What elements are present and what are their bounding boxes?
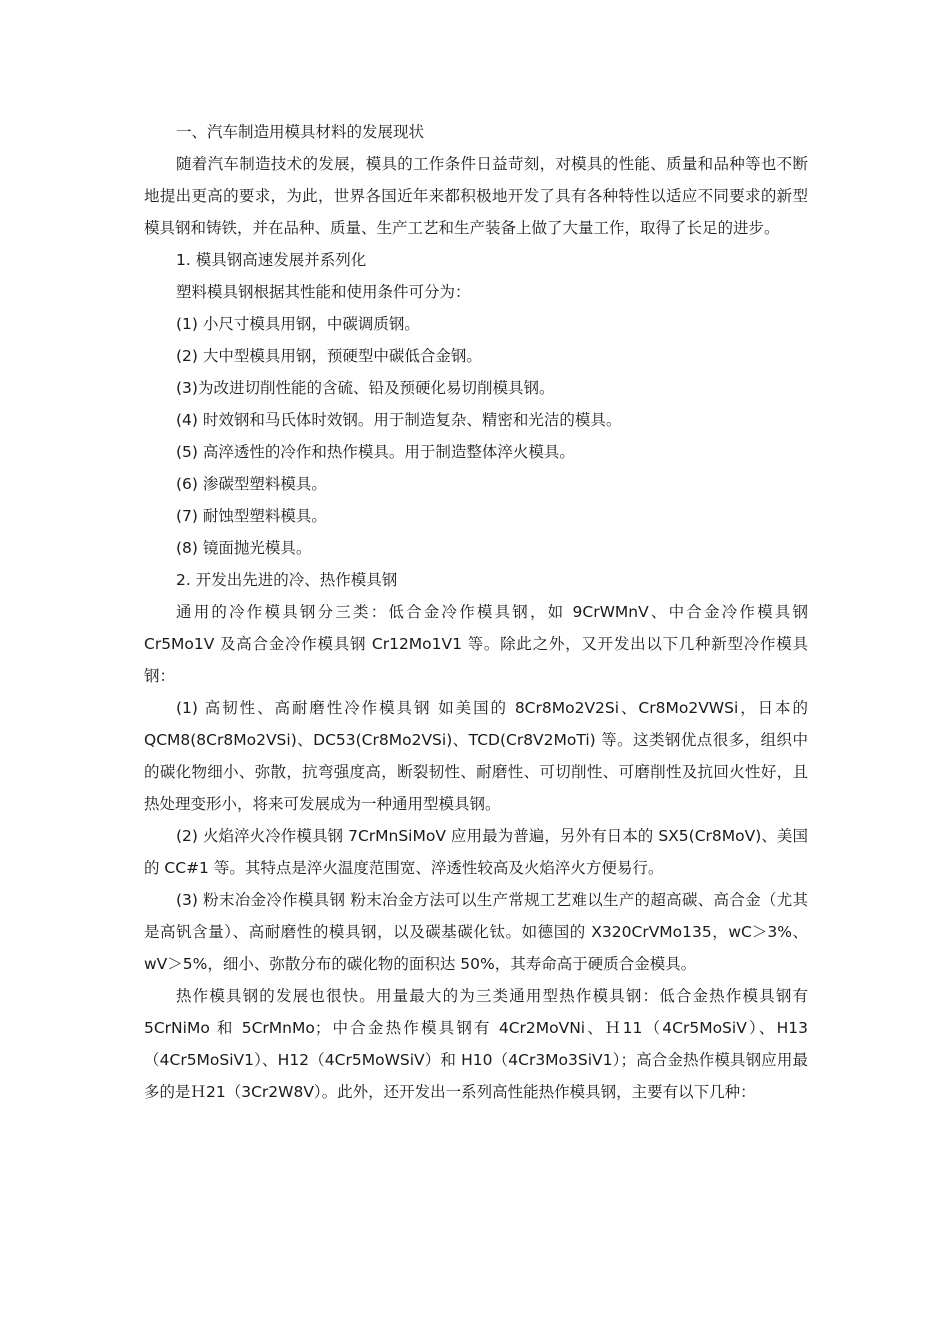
list-item: (8) 镜面抛光模具。 — [176, 539, 312, 557]
subsection-heading-1: 1. 模具钢高速发展并系列化 — [176, 251, 367, 269]
list-item: (7) 耐蚀型塑料模具。 — [176, 507, 327, 525]
list-item: (6) 渗碳型塑料模具。 — [176, 475, 327, 493]
list-item: (4) 时效钢和马氏体时效钢。用于制造复杂、精密和光洁的模具。 — [176, 411, 622, 429]
section-heading: 一、汽车制造用模具材料的发展现状 — [176, 123, 425, 141]
list-item: (5) 高淬透性的冷作和热作模具。用于制造整体淬火模具。 — [176, 443, 575, 461]
list-intro: 塑料模具钢根据其性能和使用条件可分为： — [176, 283, 471, 301]
list-item: (3)为改进切削性能的含硫、铅及预硬化易切削模具钢。 — [176, 379, 555, 397]
paragraph: 热作模具钢的发展也很快。用量最大的为三类通用型热作模具钢：低合金热作模具钢有 5CrNiMo 和 5CrMnMo；中合金热作模具钢有 4Cr2MoVNi、Ｈ11（4Cr5MoSiV）、H13（4Cr5MoSiV1）、H12（4Cr5MoWSiV）和 H10（4Cr3Mo3SiV1）；高合金热作模具钢应用最多的是Ｈ21（3Cr2W8V）。此外，还开发出一系列高性能热作模具钢，主要有以下几种： — [144, 987, 808, 1101]
paragraph: (2) 火焰淬火冷作模具钢 7CrMnSiMoV 应用最为普遍，另外有日本的 SX5(Cr8MoV)、美国的 CC#1 等。其特点是淬火温度范围宽、淬透性较高及火焰淬火方便易行。 — [144, 827, 808, 877]
paragraph: 通用的冷作模具钢分三类：低合金冷作模具钢，如 9CrWMnV、中合金冷作模具钢 Cr5Mo1V 及高合金冷作模具钢 Cr12Mo1V1 等。除此之外，又开发出以下几种新型冷作模具钢： — [144, 603, 808, 685]
paragraph: (3) 粉末冶金冷作模具钢 粉末冶金方法可以生产常规工艺难以生产的超高碳、高合金（尤其是高钒含量）、高耐磨性的模具钢，以及碳基碳化钛。如德国的 X320CrVMo135，wC＞3%、wV＞5%，细小、弥散分布的碳化物的面积达 50%，其寿命高于硬质合金模具。 — [144, 891, 808, 973]
intro-paragraph: 随着汽车制造技术的发展，模具的工作条件日益苛刻，对模具的性能、质量和品种等也不断地提出更高的要求，为此，世界各国近年来都积极地开发了具有各种特性以适应不同要求的新型模具钢和铸铁，并在品种、质量、生产工艺和生产装备上做了大量工作，取得了长足的进步。 — [144, 155, 808, 237]
subsection-heading-2: 2. 开发出先进的冷、热作模具钢 — [176, 571, 398, 589]
list-item: (2) 大中型模具用钢，预硬型中碳低合金钢。 — [176, 347, 482, 365]
paragraph: (1) 高韧性、高耐磨性冷作模具钢 如美国的 8Cr8Mo2V2Si、Cr8Mo2VWSi，日本的 QCM8(8Cr8Mo2VSi)、DC53(Cr8Mo2VSi)、TCD(Cr8V2MoTi) 等。这类钢优点很多，组织中的碳化物细小、弥散，抗弯强度高，断裂韧性、耐磨性、可切削性、可磨削性及抗回火性好，且热处理变形小，将来可发展成为一种通用型模具钢。 — [144, 699, 808, 813]
list-item: (1) 小尺寸模具用钢，中碳调质钢。 — [176, 315, 420, 333]
document-body — [144, 116, 808, 1108]
